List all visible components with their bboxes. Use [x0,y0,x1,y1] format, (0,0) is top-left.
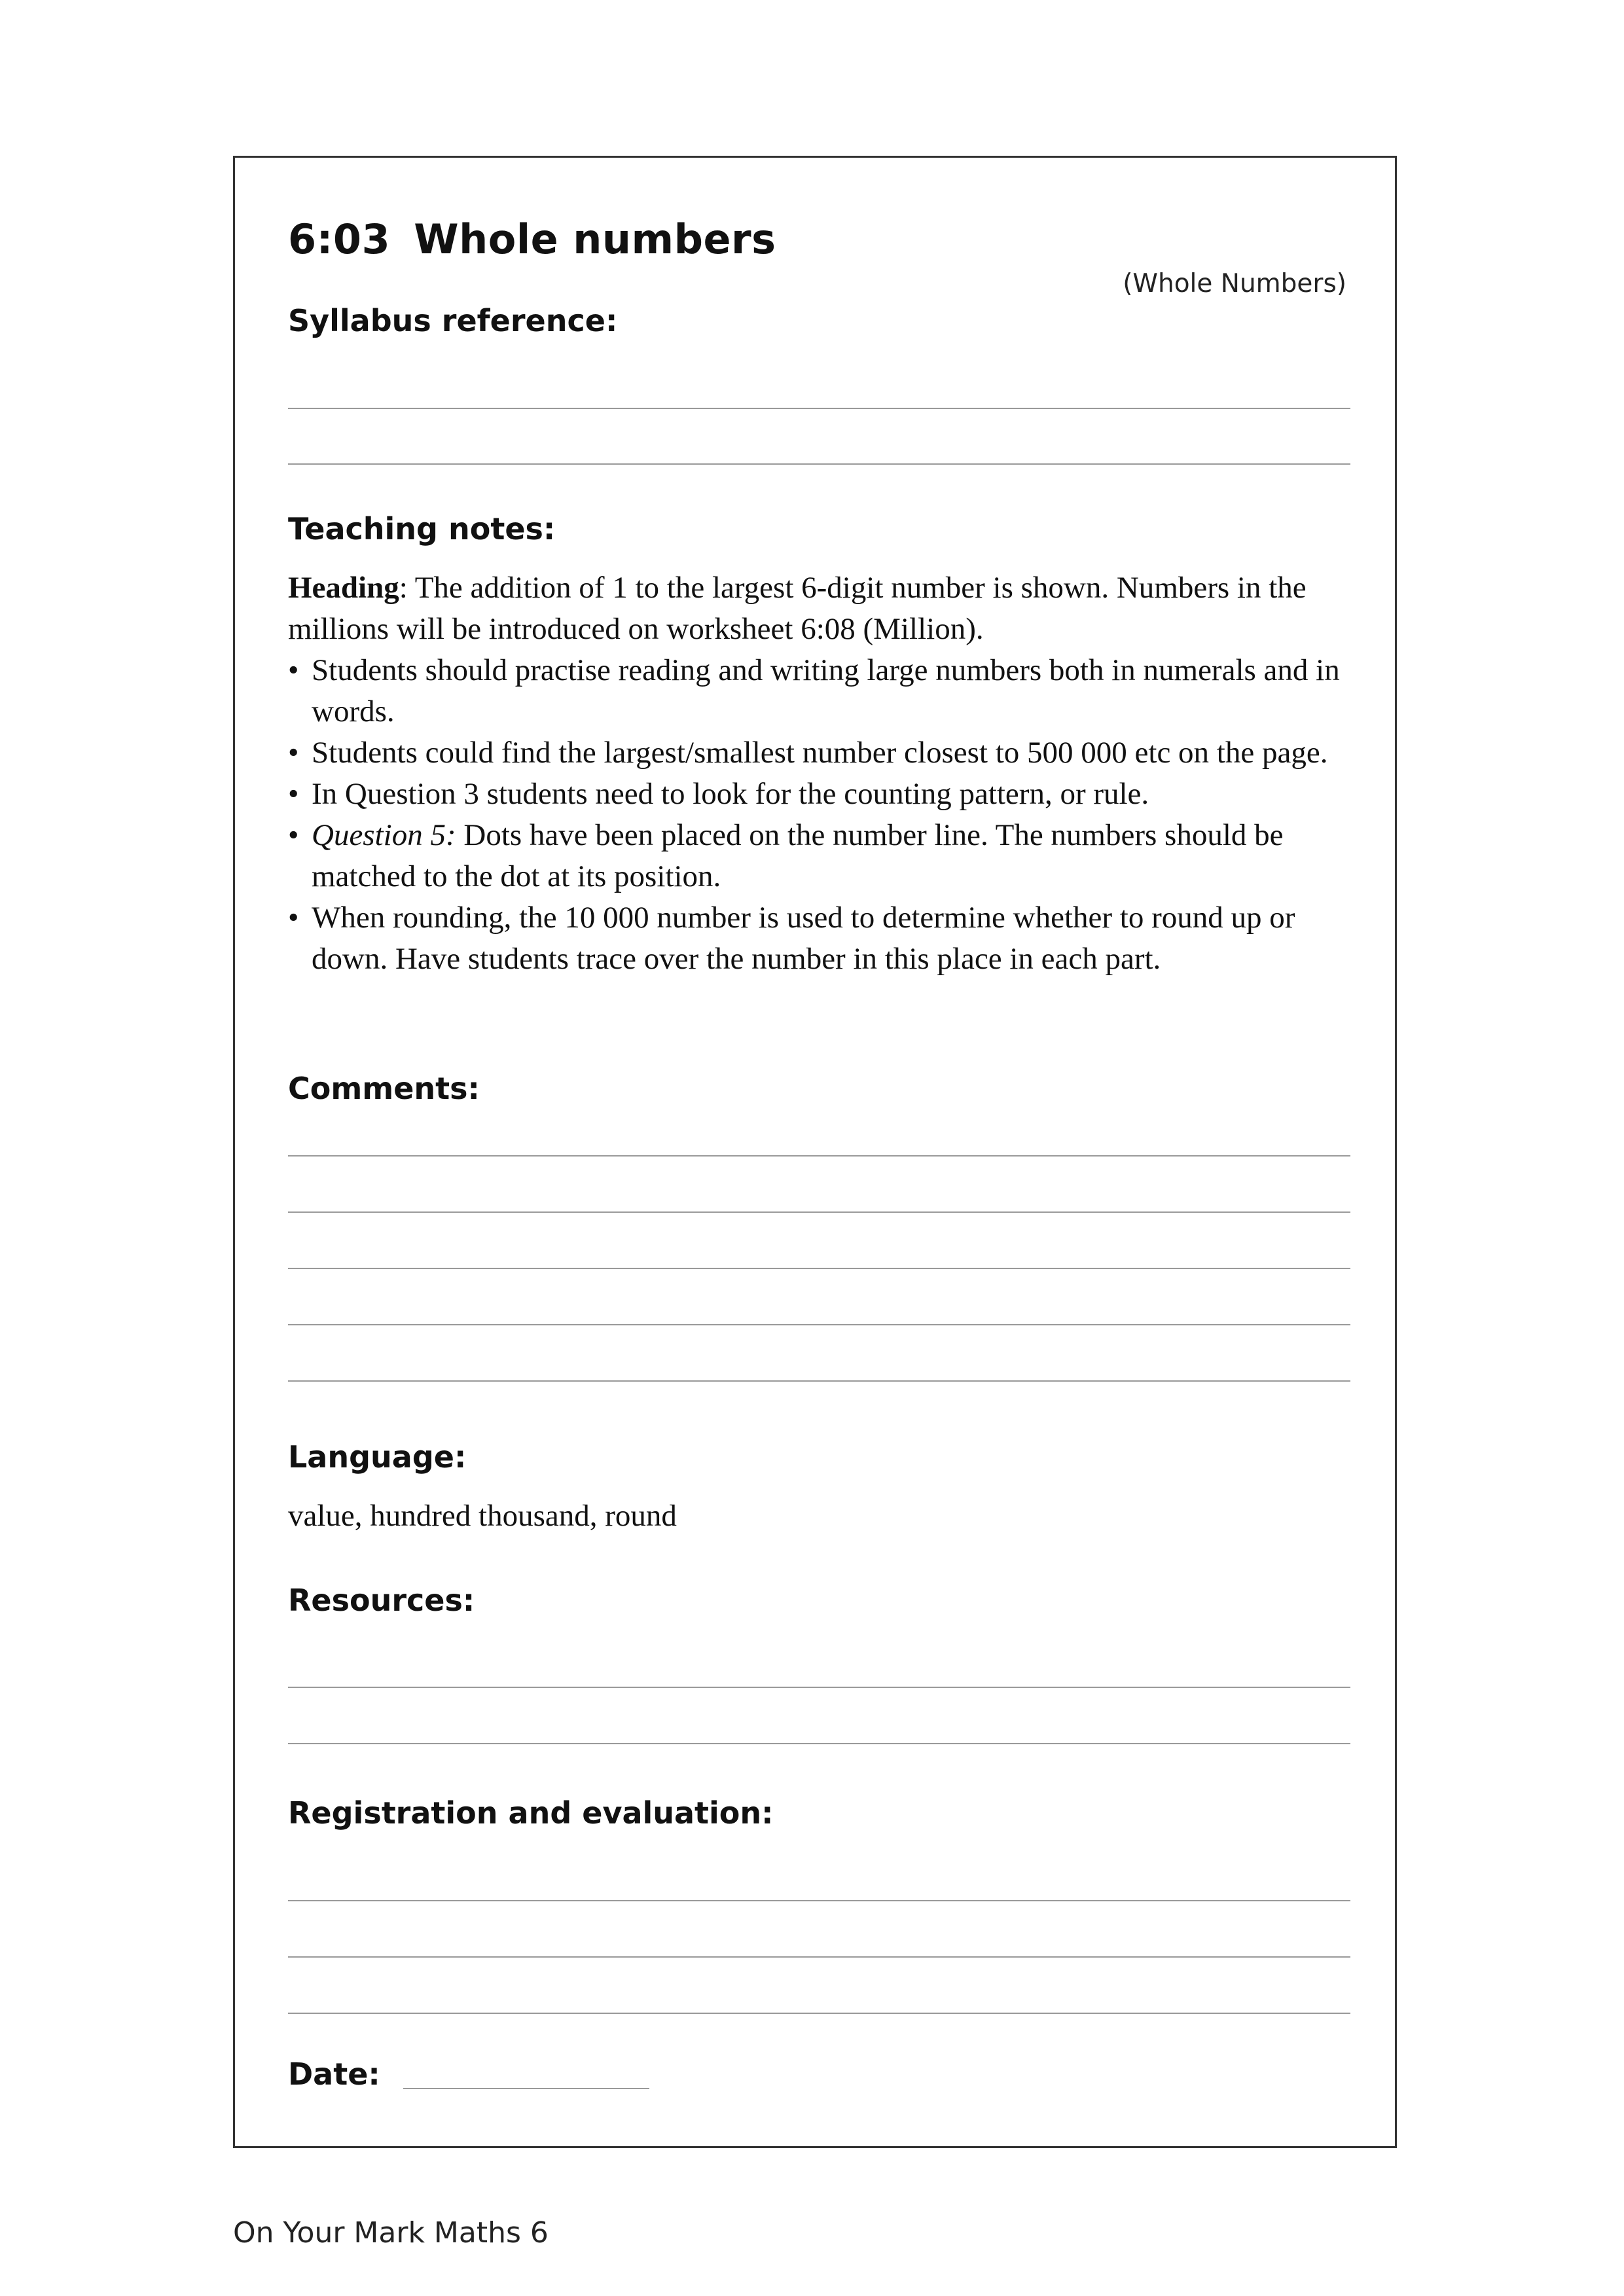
list-item [288,815,1362,897]
language-text: value, hundred thousand, round [288,1499,677,1533]
comments-line-5 [288,1380,1350,1382]
teaching-notes-heading: Teaching notes: [288,511,556,547]
resources-heading: Resources: [288,1583,475,1618]
question-5-text: Dots have been placed on the number line. The numbers should be matched to the dot at its position. [312,818,1284,893]
heading-note [288,567,1362,650]
comments-line-1 [288,1155,1350,1157]
syllabus-line-2 [288,463,1350,465]
language-heading: Language: [288,1439,467,1475]
comments-heading: Comments: [288,1071,480,1106]
list-item: • Students could find the largest/smallest number closest to 500 000 etc on the page. [288,732,1362,774]
page-footer: On Your Mark Maths 6 [233,2216,549,2250]
list-item: • Students should practise reading and writing large numbers both in numerals and in words. [288,650,1362,732]
date-label: Date: [288,2056,380,2092]
heading-note-label: Heading [288,571,399,605]
teaching-notes-list [288,650,1362,980]
date-line [403,2088,649,2089]
topic-tag: (Whole Numbers) [1123,269,1346,298]
comments-line-4 [288,1324,1350,1325]
title-text: Whole numbers [414,215,776,263]
worksheet-frame [233,156,1397,2148]
question-5-label: Question 5: [312,818,456,852]
resources-line-1 [288,1687,1350,1688]
resources-line-2 [288,1743,1350,1744]
page-title [288,215,776,263]
list-item: • In Question 3 students need to look for the counting pattern, or rule. [288,774,1362,815]
syllabus-heading: Syllabus reference: [288,303,618,338]
title-number: 6:03 [288,215,391,263]
registration-line-3 [288,2013,1350,2014]
heading-note-text: : The addition of 1 to the largest 6-digit number is shown. Numbers in the millions will be introduced on worksheet 6:08 (Million). [288,571,1307,646]
registration-line-1 [288,1900,1350,1901]
registration-line-2 [288,1956,1350,1958]
syllabus-line-1 [288,408,1350,409]
teaching-notes-body [288,567,1362,980]
comments-line-2 [288,1211,1350,1213]
registration-heading: Registration and evaluation: [288,1795,774,1831]
list-item: • When rounding, the 10 000 number is used to determine whether to round up or down. Have students trace over the number in this place in each part. [288,897,1362,980]
comments-line-3 [288,1268,1350,1269]
